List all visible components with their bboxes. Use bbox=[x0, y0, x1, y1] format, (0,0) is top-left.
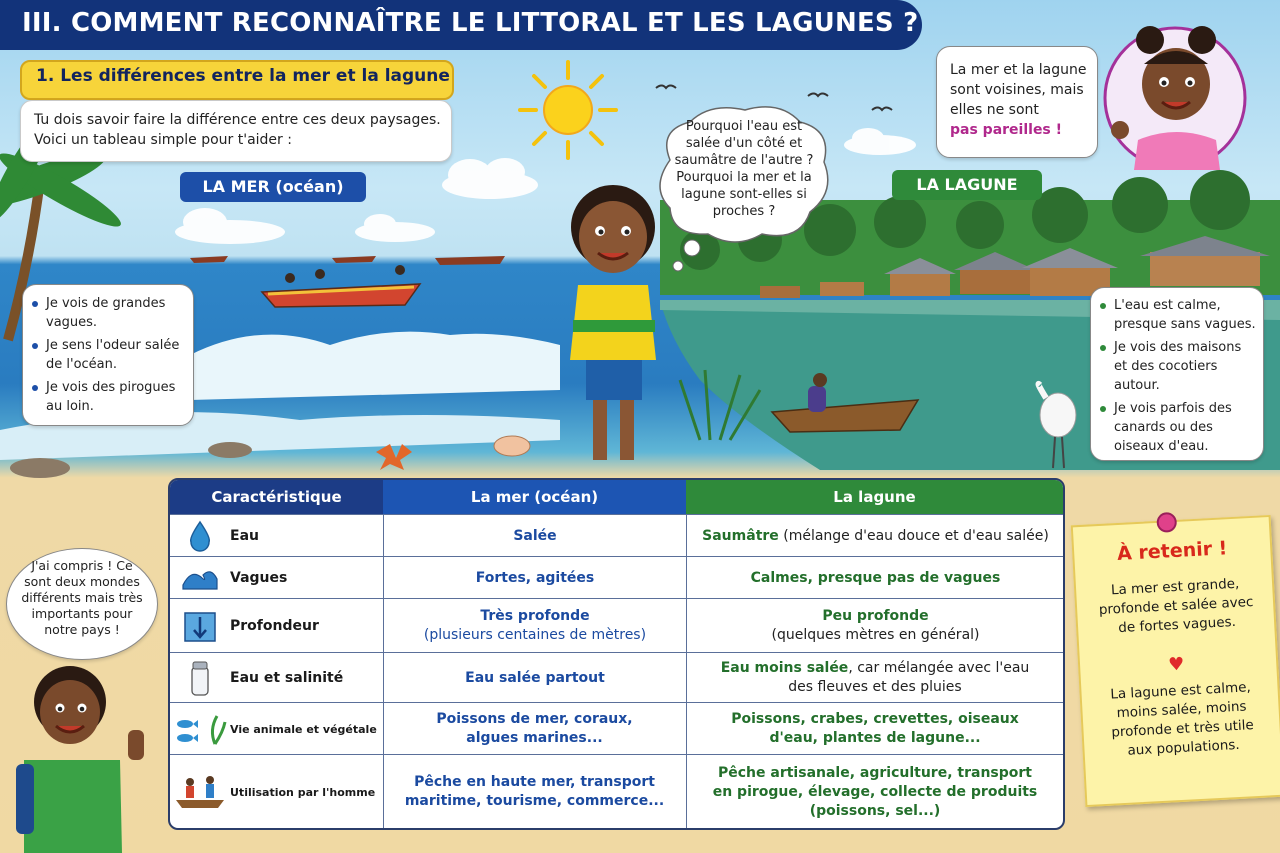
row-label: Vie animale et végétale bbox=[230, 722, 377, 736]
lagoon-cell: Poissons, crabes, crevettes, oiseaux d'eau, plantes de lagune... bbox=[686, 703, 1063, 755]
sea-observations-list bbox=[30, 294, 188, 420]
lagoon-cell-main: Eau moins salée bbox=[720, 660, 849, 676]
section-title: 1. Les différences entre la mer et la lagune bbox=[36, 66, 450, 86]
lagoon-cell-main: Saumâtre bbox=[702, 527, 779, 544]
sea-observation-item: Je sens l'odeur salée de l'océan. bbox=[30, 336, 188, 374]
lagoon-observation-item: L'eau est calme, presque sans vagues. bbox=[1098, 296, 1258, 334]
lagoon-cell-note: , car mélangée avec l'eau des fleuves et des pluies bbox=[788, 660, 1030, 695]
girl-speech-highlight: pas pareilles ! bbox=[950, 122, 1063, 138]
lagoon-cell bbox=[686, 515, 1064, 557]
row-label-cell bbox=[170, 755, 382, 829]
sea-observation-item: Je vois de grandes vagues. bbox=[30, 294, 188, 332]
row-label: Profondeur bbox=[230, 617, 319, 634]
pin-icon bbox=[1156, 512, 1177, 533]
sea-cell bbox=[383, 599, 686, 653]
sea-cell-main: Très profonde bbox=[480, 608, 590, 624]
table-header-sea: La mer (océan) bbox=[383, 480, 686, 514]
lagoon-cell-note: (mélange d'eau douce et d'eau salée) bbox=[778, 527, 1049, 544]
sea-cell: Pêche en haute mer, transport maritime, tourisme, commerce... bbox=[383, 755, 685, 829]
retenir-note bbox=[1071, 515, 1280, 807]
row-label-cell bbox=[170, 703, 382, 755]
sea-cell: Fortes, agitées bbox=[383, 557, 686, 599]
fish-plant-icon bbox=[170, 703, 230, 755]
girl-character bbox=[1100, 20, 1250, 180]
sea-boats bbox=[190, 256, 505, 307]
sea-label: LA MER (océan) bbox=[180, 172, 366, 202]
lagoon-cell-main: Peu profonde bbox=[822, 608, 929, 624]
row-label: Eau bbox=[230, 527, 259, 544]
sea-cell: Poissons de mer, coraux, algues marines... bbox=[383, 703, 685, 755]
girl-speech-text bbox=[950, 60, 1090, 140]
boy-speech-text: J'ai compris ! Ce sont deux mondes différents mais très importants pour notre pays ! bbox=[21, 558, 143, 637]
depth-arrow-icon bbox=[170, 599, 230, 653]
table-row bbox=[170, 652, 1063, 703]
wave-icon bbox=[170, 557, 230, 599]
lagoon-cell-note: (quelques mètres en général) bbox=[771, 627, 980, 643]
retenir-title: À retenir ! bbox=[1116, 537, 1228, 566]
lagoon-cell bbox=[686, 599, 1064, 653]
sun-icon bbox=[520, 62, 616, 158]
table-row bbox=[170, 598, 1063, 653]
water-drop-icon bbox=[170, 515, 230, 557]
row-label-cell bbox=[170, 557, 382, 599]
table-row bbox=[170, 556, 1063, 599]
boy-character-left bbox=[10, 660, 160, 853]
row-label-cell bbox=[170, 515, 382, 557]
row-label-cell bbox=[170, 653, 382, 703]
table-header-characteristic: Caractéristique bbox=[170, 480, 383, 514]
lagoon-observations-list bbox=[1098, 296, 1258, 460]
row-label-cell bbox=[170, 599, 382, 653]
lagoon-observation-item: Je vois parfois des canards ou des oiseaux d'eau. bbox=[1098, 399, 1258, 456]
salt-shaker-icon bbox=[170, 653, 230, 703]
sea-cell: Salée bbox=[383, 515, 686, 557]
page-title: III. COMMENT RECONNAÎTRE LE LITTORAL ET LES LAGUNES ? bbox=[22, 8, 919, 38]
intro-text: Tu dois savoir faire la différence entre ces deux paysages. Voici un tableau simple pour t'aider : bbox=[34, 112, 441, 148]
lagoon-label: LA LAGUNE bbox=[892, 170, 1042, 200]
boy-character-center bbox=[548, 175, 678, 475]
sea-cell-note: (plusieurs centaines de mètres) bbox=[423, 627, 647, 643]
lagoon-cell: Calmes, presque pas de vagues bbox=[686, 557, 1064, 599]
table-row bbox=[170, 702, 1063, 755]
lagoon-cell: Pêche artisanale, agriculture, transport en pirogue, élevage, collecte de produits (poissons, sel...) bbox=[686, 755, 1063, 829]
fishermen-icon bbox=[170, 755, 230, 829]
girl-speech-main: La mer et la lagune sont voisines, mais elles ne sont bbox=[950, 62, 1087, 118]
sea-cell: Eau salée partout bbox=[383, 653, 686, 703]
table-header-lagoon: La lagune bbox=[686, 480, 1063, 514]
table-row bbox=[170, 754, 1063, 829]
thought-bubble-text: Pourquoi l'eau est salée d'un côté et saumâtre de l'autre ? Pourquoi la mer et la lagune sont-elles si proches ? bbox=[674, 119, 814, 219]
comparison-table bbox=[168, 478, 1065, 830]
table-row bbox=[170, 514, 1063, 557]
heart-icon: ♥ bbox=[1167, 653, 1185, 676]
row-label: Utilisation par l'homme bbox=[230, 785, 376, 799]
retenir-text-1: La mer est grande, profonde et salée avec de fortes vagues. bbox=[1098, 575, 1254, 637]
row-label: Vagues bbox=[230, 569, 288, 586]
row-label: Eau et salinité bbox=[230, 669, 344, 686]
sea-observation-item: Je vois des pirogues au loin. bbox=[30, 378, 188, 416]
lagoon-observation-item: Je vois des maisons et des cocotiers autour. bbox=[1098, 338, 1258, 395]
lagoon-cell bbox=[686, 653, 1063, 703]
retenir-text-2: La lagune est calme, moins salée, moins profonde et très utile aux populations. bbox=[1109, 679, 1255, 759]
